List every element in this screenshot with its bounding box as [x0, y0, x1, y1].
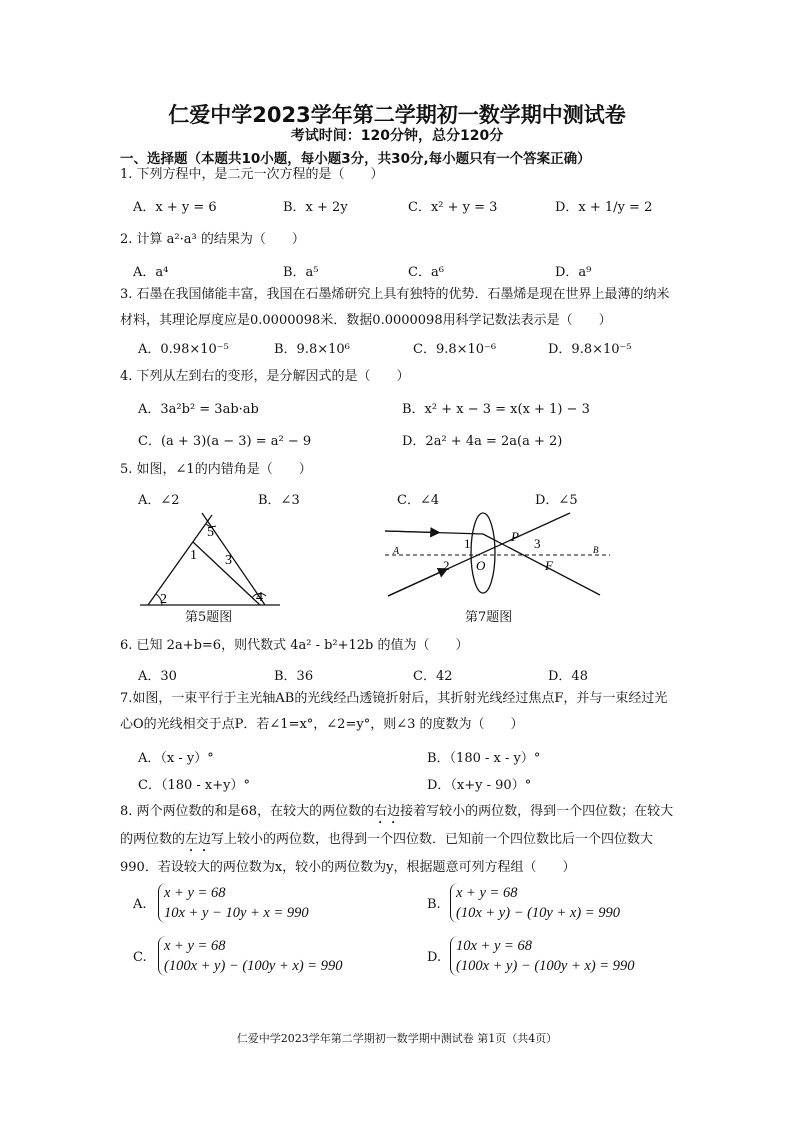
question-8-emphasis-left: 左边 — [185, 832, 212, 847]
question-5-option-b: B．∠3 — [258, 493, 300, 508]
question-6-option-a: A．30 — [138, 669, 177, 684]
question-4-option-c: C．(a + 3)(a − 3) = a² − 9 — [138, 434, 312, 449]
figure-5-label-4: 4 — [256, 590, 263, 605]
exam-info: 考试时间：120分钟，总分120分 — [290, 128, 504, 144]
question-6-stem: 6. 已知 2a+b=6，则代数式 4a² - b²+12b 的值为（ ） — [120, 638, 469, 653]
figure-5-transversal — [193, 542, 260, 605]
figure-5-label-1: 1 — [190, 548, 197, 563]
question-8-option-a-system — [158, 883, 309, 923]
question-8-option-d-letter: D. — [427, 950, 442, 965]
question-7-option-c: C．（180 - x+y）° — [138, 778, 250, 793]
question-8-stem-part3: 写上较小的两位数，也得到一个四位数．已知前一个四位数比后一个四位数大990．若设较大的两位数为x，较小的两位数为y，根据题意可列方程组（ ） — [120, 832, 654, 875]
figure-7-center-ray-arrow — [388, 570, 446, 597]
figure-7-label-p: P — [511, 529, 519, 544]
question-5-option-c: C．∠4 — [397, 493, 440, 508]
question-3-option-c: C．9.8×10⁻⁶ — [413, 342, 497, 357]
question-8-option-c-eq1: x + y = 68 — [164, 938, 226, 954]
figure-7-label-b: B — [593, 545, 599, 555]
figure-7-incident-ray-arrow — [385, 531, 438, 533]
question-6-option-d: D．48 — [548, 669, 588, 684]
page-footer: 仁爱中学2023学年第二学期初一数学期中测试卷 第1页（共4页） — [236, 1032, 558, 1045]
section-heading: 一、选择题（本题共10小题，每小题3分，共30分,每小题只有一个答案正确） — [120, 151, 591, 167]
question-8-option-d-system — [450, 936, 634, 976]
figure-7-refracted-ray — [483, 534, 600, 595]
figure-7-label-1: 1 — [464, 536, 471, 551]
question-3-option-b: B．9.8×10⁶ — [274, 342, 350, 357]
question-7-option-b: B．（180 - x - y）° — [427, 751, 541, 766]
question-1-option-c: C．x² + y = 3 — [408, 200, 498, 215]
question-8-option-c-eq2: (100x + y) − (100y + x) = 990 — [164, 958, 343, 974]
question-4-option-d: D．2a² + 4a = 2a(a + 2) — [402, 434, 563, 449]
page-title: 仁爱中学2023学年第二学期初一数学期中测试卷 — [168, 103, 626, 127]
question-8-option-b-letter: B. — [427, 897, 441, 912]
question-8-stem-part1: 8. 两个两位数的和是68，在较大的两位数的 — [120, 804, 375, 819]
question-7-option-a: A．（x - y）° — [138, 751, 214, 766]
question-4-stem: 4. 下列从左到右的变形，是分解因式的是（ ） — [120, 369, 410, 384]
figure-7-caption: 第7题图 — [465, 610, 513, 625]
question-2-option-d: D．a⁹ — [555, 265, 592, 280]
question-6-option-b: B．36 — [274, 669, 314, 684]
question-8-option-a-eq1: x + y = 68 — [164, 885, 226, 901]
question-8-option-d-eq1: 10x + y = 68 — [456, 938, 532, 954]
question-8-stem — [120, 799, 675, 881]
question-2-option-b: B．a⁵ — [283, 265, 319, 280]
question-5-stem: 5. 如图，∠1的内错角是（ ） — [120, 462, 312, 477]
question-8-option-a-eq2: 10x + y − 10y + x = 990 — [164, 905, 309, 921]
question-8-option-c-system — [158, 936, 342, 976]
question-7-stem: 7.如图，一束平行于主光轴AB的光线经凸透镜折射后，其折射光线经过焦点F，并与一束经过光心O的光线相交于点P．若∠1=x°，∠2=y°，则∠3 的度数为（ ） — [120, 691, 668, 732]
figure-7-label-3: 3 — [534, 536, 541, 551]
question-4-option-a: A．3a²b² = 3ab·ab — [138, 402, 259, 417]
question-2-option-c: C．a⁶ — [408, 265, 444, 280]
question-8-option-d-eq2: (100x + y) − (100y + x) = 990 — [456, 958, 635, 974]
question-5-option-d: D．∠5 — [535, 493, 578, 508]
question-8-option-b-eq2: (10x + y) − (10y + x) = 990 — [456, 905, 620, 921]
question-2-stem: 2. 计算 a²·a³ 的结果为（ ） — [120, 232, 305, 247]
question-8-option-a-letter: A. — [133, 897, 147, 912]
question-8-option-b-eq1: x + y = 68 — [456, 885, 518, 901]
figure-5-diagram — [140, 510, 285, 610]
figure-7-label-f: F — [545, 558, 553, 573]
figure-7-label-2: 2 — [443, 558, 450, 573]
question-7-option-d: D．（x+y - 90）° — [427, 778, 532, 793]
question-8-option-b-system — [450, 883, 620, 923]
question-3-option-a: A．0.98×10⁻⁵ — [138, 342, 229, 357]
figure-5-label-3: 3 — [225, 553, 232, 568]
figure-7-label-o: O — [476, 558, 486, 573]
question-4-option-b: B．x² + x − 3 = x(x + 1) − 3 — [402, 402, 590, 417]
figure-5-label-5: 5 — [207, 525, 214, 540]
question-6-option-c: C．42 — [413, 669, 453, 684]
question-5-option-a: A．∠2 — [138, 493, 180, 508]
question-1-stem: 1. 下列方程中，是二元一次方程的是（ ） — [120, 167, 384, 182]
question-1-option-b: B．x + 2y — [283, 200, 348, 215]
question-8-stem-part2: 接着写较小的两位数，得到一个四位数；在较大的两位数的 — [120, 804, 674, 847]
figure-5-caption: 第5题图 — [185, 610, 233, 625]
figure-5-left-side — [148, 515, 212, 605]
question-3-option-d: D．9.8×10⁻⁵ — [548, 342, 632, 357]
question-1-option-d: D．x + 1/y = 2 — [555, 200, 653, 215]
figure-5-label-2: 2 — [160, 592, 167, 607]
question-1-option-a: A．x + y = 6 — [133, 200, 217, 215]
figure-7-label-a: A — [393, 546, 400, 557]
question-3-stem: 3. 石墨在我国储能丰富，我国在石墨烯研究上具有独特的优势．石墨烯是现在世界上最薄的纳米材料，其理论厚度应是0.0000098米．数据0.0000098用科学记数法表示是（ ） — [120, 287, 670, 328]
question-2-option-a: A．a⁴ — [133, 265, 169, 280]
question-8-option-c-letter: C. — [133, 950, 147, 965]
figure-7-diagram — [380, 508, 615, 608]
question-8-emphasis-right: 右边 — [374, 804, 401, 819]
